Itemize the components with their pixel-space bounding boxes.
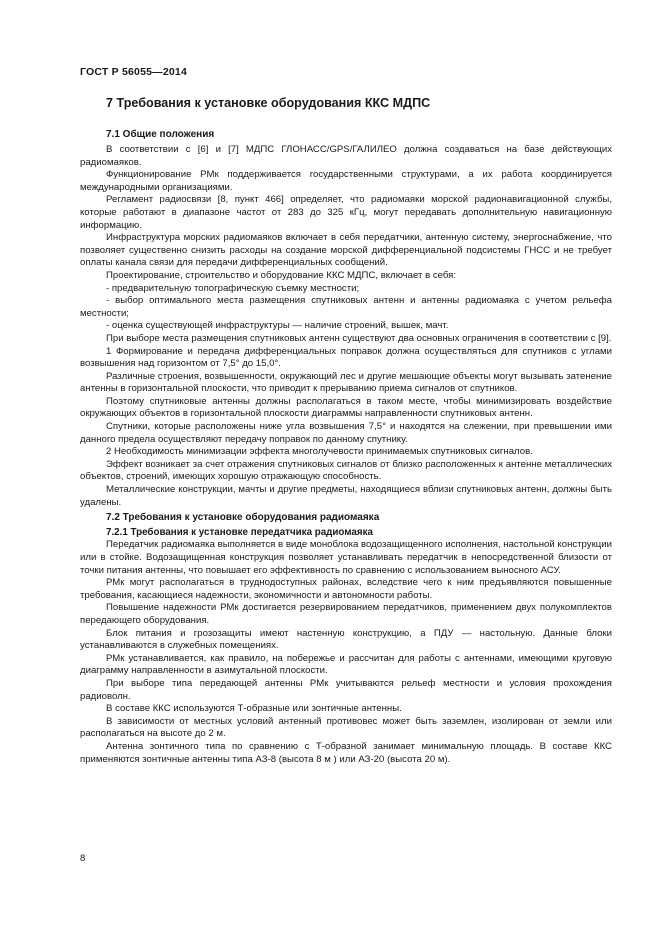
list-item: - выбор оптимального места размещения спутниковых антенн и антенны радиомаяка с учетом рельефа местности; bbox=[80, 295, 612, 319]
paragraph: 1 Формирование и передача дифференциальных поправок должна осуществляться для спутников с углами возвышения над горизонтом от 7,5° до 15,0°. bbox=[80, 345, 612, 370]
section-title: 7 Требования к установке оборудования ККС МДПС bbox=[106, 96, 431, 110]
paragraph: Повышение надежности РМк достигается резервированием передатчиков, применением двух полукомплектов передающего оборудования. bbox=[80, 602, 612, 626]
document-body bbox=[80, 144, 612, 766]
paragraph: Спутники, которые расположены ниже угла возвышения 7,5° и находятся на слежении, при превышении ими данного предела осуществляют передачу поправок по данному спутнику. bbox=[80, 421, 612, 445]
paragraph: 2 Необходимость минимизации эффекта многолучевости принимаемых спутниковых сигналов. bbox=[106, 446, 533, 458]
paragraph: Инфраструктура морских радиомаяков включает в себя передатчики, антенную систему, энергоснабжение, что позволяет существенно снизить расходы на создание морской дифференциальной подсистемы ГНСС и не требует оплаты канала связи для передачи дифференциальных сообщений. bbox=[80, 232, 612, 269]
paragraph: Блок питания и грозозащиты имеют настенную конструкцию, а ПДУ — настольную. Данные блоки устанавливаются в служебных помещениях. bbox=[80, 627, 612, 652]
paragraph: При выборе типа передающей антенны РМк учитываются рельеф местности и условия прохождения радиоволн. bbox=[80, 677, 612, 702]
paragraph: Регламент радиосвязи [8, пункт 466] определяет, что радиомаяки морской радионавигационной службы, которые работают в диапазоне частот от 283 до 325 кГц, могут передавать дополнительную навигационную информацию. bbox=[80, 194, 612, 231]
paragraph: РМк устанавливается, как правило, на побережье и рассчитан для работы с антеннами, имеющими круговую диаграмму направленности в азимутальной плоскости. bbox=[80, 652, 612, 677]
paragraph: Проектирование, строительство и оборудование ККС МДПС, включает в себя: bbox=[106, 269, 457, 281]
paragraph: РМк могут располагаться в труднодоступных районах, вследствие чего к ним предъявляются повышенные требования, касающиеся надежности, экономичности и автономности работы. bbox=[80, 577, 612, 601]
paragraph: Эффект возникает за счет отражения спутниковых сигналов от близко расположенных к антенне металлических объектов, строений, имеющих хорошую отражающую способность. bbox=[80, 458, 612, 483]
subsubsection-title: 7.2.1 Требования к установке передатчика радиомаяка bbox=[106, 526, 373, 538]
subsection-title: 7.1 Общие положения bbox=[106, 129, 215, 140]
subsection-title: 7.2 Требования к установке оборудования радиомаяка bbox=[106, 512, 380, 524]
document-header-code: ГОСТ Р 56055—2014 bbox=[80, 66, 188, 78]
paragraph: Металлические конструкции, мачты и другие предметы, находящиеся вблизи спутниковых антенн, должны быть удалены. bbox=[80, 484, 612, 508]
paragraph: Антенна зонтичного типа по сравнению с Т-образной занимает минимальную площадь. В составе ККС применяются зонтичные антенны типа АЗ-8 (высота 8 м ) или АЗ-20 (высота 20 м). bbox=[80, 740, 612, 765]
paragraph: В зависимости от местных условий антенный противовес может быть заземлен, изолирован от земли или располагаться на высоте до 2 м. bbox=[80, 715, 612, 740]
paragraph: Различные строения, возвышенности, окружающий лес и другие мешающие объекты могут вызывать затенение антенны в горизонтальной плоскости, что приводит к прерыванию приема сигналов от спутников. bbox=[80, 370, 612, 395]
list-item: - оценка существующей инфраструктуры — наличие строений, вышек, мачт. bbox=[106, 320, 449, 332]
paragraph: Поэтому спутниковые антенны должны располагаться в таком месте, чтобы минимизировать воздействие окружающих объектов в горизонтальной плоскости диаграммы направленности спутниковых антенн. bbox=[80, 395, 612, 420]
paragraph: В соответствии с [6] и [7] МДПС ГЛОНАСС/GPS/ГАЛИЛЕО должна создаваться на базе действующих радиомаяков. bbox=[80, 144, 612, 168]
paragraph: Передатчик радиомаяка выполняется в виде моноблока водозащищенного исполнения, настольной конструкции или в стойке. Водозащищенная конструкция позволяет устанавливать передатчик в непосредственной близости от точки питания антенны, что повышает его эффективность по сравнению с использованием выносного АСУ. bbox=[80, 539, 612, 576]
paragraph: В составе ККС используются Т-образные или зонтичные антенны. bbox=[106, 703, 402, 715]
paragraph: При выборе места размещения спутниковых антенн существуют два основных ограничения в соответствии с [9]. bbox=[106, 332, 612, 344]
page-number: 8 bbox=[80, 853, 86, 864]
list-item: - предварительную топографическую съемку местности; bbox=[106, 282, 360, 294]
paragraph: Функционирование РМк поддерживается государственными структурами, а их работа координируется международными организациями. bbox=[80, 169, 612, 193]
